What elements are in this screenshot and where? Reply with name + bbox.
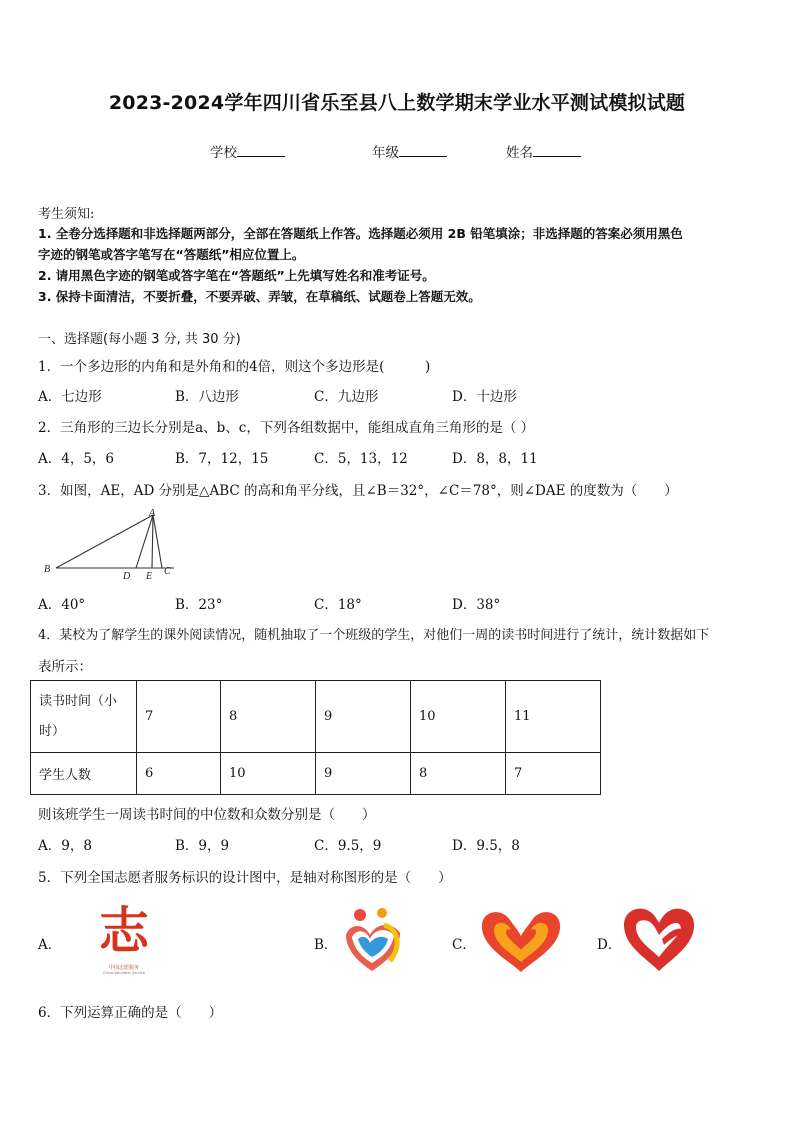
logo-a-character: 志 bbox=[99, 902, 149, 960]
question-2: 2．三角形的三边长分别是a、b、c，下列各组数据中，能组成直角三角形的是（ ） bbox=[38, 420, 535, 436]
table-cell: 10 bbox=[221, 753, 316, 795]
q1-option-b[interactable]: B．八边形 bbox=[175, 389, 239, 405]
q3-option-b[interactable]: B．23° bbox=[175, 597, 223, 613]
volunteer-logo-a bbox=[92, 900, 156, 980]
question-3: 3．如图，AE，AD 分别是△ABC 的高和角平分线，且∠B＝32°，∠C＝78°，则∠DAE 的度数为（ ） bbox=[38, 483, 678, 499]
q3-option-d[interactable]: D．38° bbox=[452, 597, 501, 613]
table-cell: 7 bbox=[137, 681, 221, 753]
notice-item: 2. 请用黑色字迹的钢笔或答字笔在“答题纸”上先填写姓名和准考证号。 bbox=[38, 268, 435, 283]
school-label: 学校 bbox=[210, 145, 237, 161]
q4-option-d[interactable]: D．9.5，8 bbox=[452, 838, 520, 854]
table-row bbox=[31, 753, 601, 795]
question-4-ask: 则该班学生一周读书时间的中位数和众数分别是（ ） bbox=[38, 807, 376, 823]
school-field bbox=[210, 141, 285, 161]
q3-option-a[interactable]: A．40° bbox=[38, 597, 86, 613]
label-b: B bbox=[44, 564, 51, 575]
label-e: E bbox=[146, 571, 153, 582]
notice-item: 字迹的钢笔或答字笔写在“答题纸”相应位置上。 bbox=[38, 247, 305, 262]
table-cell: 7 bbox=[506, 753, 601, 795]
table-cell: 8 bbox=[221, 681, 316, 753]
q1-option-c[interactable]: C．九边形 bbox=[314, 389, 379, 405]
q4-option-c[interactable]: C．9.5，9 bbox=[314, 838, 382, 854]
q5-option-c[interactable]: C． bbox=[452, 937, 476, 953]
table-cell: 8 bbox=[411, 753, 506, 795]
q1-option-a[interactable]: A．七边形 bbox=[38, 389, 102, 405]
notice-item: 3. 保持卡面清洁，不要折叠，不要弄破、弄皱，在草稿纸、试题卷上答题无效。 bbox=[38, 289, 481, 304]
table-header-count: 学生人数 bbox=[31, 753, 137, 795]
name-field bbox=[506, 141, 581, 161]
grade-label: 年级 bbox=[372, 145, 399, 161]
question-4: 4．某校为了解学生的课外阅读情况，随机抽取了一个班级的学生，对他们一周的读书时间进行了统计，统计数据如下 bbox=[38, 628, 710, 643]
table-cell: 11 bbox=[506, 681, 601, 753]
notice-heading: 考生须知: bbox=[38, 207, 95, 222]
question-4-cont: 表所示： bbox=[38, 659, 92, 675]
volunteer-logo-d bbox=[620, 905, 698, 975]
q2-option-d[interactable]: D．8，8，11 bbox=[452, 451, 538, 467]
q4-option-b[interactable]: B．9，9 bbox=[175, 838, 230, 854]
q4-option-a[interactable]: A．9，8 bbox=[38, 838, 92, 854]
table-cell: 9 bbox=[316, 753, 411, 795]
q5-option-d[interactable]: D． bbox=[597, 937, 622, 953]
name-label: 姓名 bbox=[506, 145, 533, 161]
question-5: 5．下列全国志愿者服务标识的设计图中，是轴对称图形的是（ ） bbox=[38, 870, 452, 886]
school-blank[interactable] bbox=[237, 142, 285, 157]
q2-option-b[interactable]: B．7，12，15 bbox=[175, 451, 269, 467]
q5-option-b[interactable]: B． bbox=[314, 937, 338, 953]
table-cell: 10 bbox=[411, 681, 506, 753]
q2-option-a[interactable]: A．4，5，6 bbox=[38, 451, 115, 467]
table-cell: 6 bbox=[137, 753, 221, 795]
page-title: 2023-2024学年四川省乐至县八上数学期末学业水平测试模拟试题 bbox=[108, 92, 686, 114]
label-d: D bbox=[123, 571, 131, 582]
volunteer-logo-b bbox=[340, 905, 406, 977]
question-1: 1．一个多边形的内角和是外角和的4倍，则这个多边形是( ) bbox=[38, 359, 431, 375]
table-header-hours bbox=[31, 681, 137, 753]
q1-option-d[interactable]: D．十边形 bbox=[452, 389, 517, 405]
label-a: A bbox=[149, 508, 156, 519]
volunteer-logo-c bbox=[478, 906, 564, 976]
section-heading: 一、选择题(每小题 3 分, 共 30 分) bbox=[38, 332, 241, 347]
label-c: C bbox=[164, 566, 171, 577]
reading-time-table bbox=[30, 680, 601, 795]
name-blank[interactable] bbox=[533, 142, 581, 157]
q5-option-a[interactable]: A． bbox=[38, 937, 62, 953]
triangle-figure bbox=[38, 505, 178, 585]
header-line: 时） bbox=[39, 723, 66, 739]
q2-option-c[interactable]: C．5，13，12 bbox=[314, 451, 408, 467]
logo-a-caption-en: China Volunteer Service bbox=[103, 971, 145, 975]
grade-field bbox=[372, 141, 447, 161]
header-line: 读书时间（小 bbox=[39, 693, 118, 709]
notice-item: 1. 全卷分选择题和非选择题两部分，全部在答题纸上作答。选择题必须用 2B 铅笔填涂；非选择题的答案必须用黑色 bbox=[38, 226, 683, 241]
question-6: 6．下列运算正确的是（ ） bbox=[38, 1005, 223, 1021]
logo-a-caption: 中国志愿服务 bbox=[108, 965, 139, 971]
table-cell: 9 bbox=[316, 681, 411, 753]
q3-option-c[interactable]: C．18° bbox=[314, 597, 362, 613]
grade-blank[interactable] bbox=[399, 142, 447, 157]
table-row bbox=[31, 681, 601, 753]
